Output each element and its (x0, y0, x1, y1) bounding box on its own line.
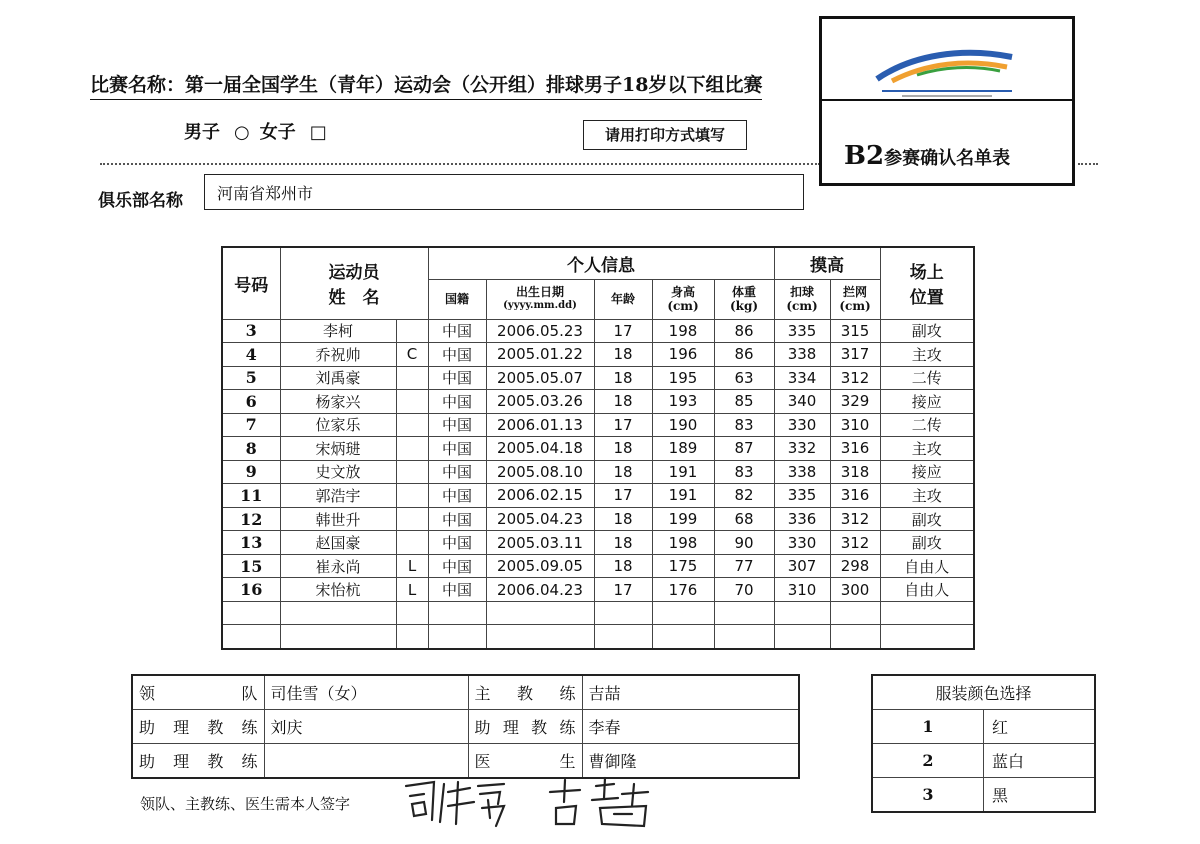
table-row (222, 390, 974, 414)
player-age[interactable]: 18 (594, 343, 652, 367)
col-block-unit: (cm) (839, 299, 871, 313)
player-block-reach[interactable]: 317 (830, 343, 880, 367)
player-position[interactable]: 自由人 (880, 578, 974, 602)
player-nationality[interactable] (428, 625, 486, 649)
player-position[interactable]: 二传 (880, 413, 974, 437)
table-row (222, 319, 974, 343)
head-coach-label: 主教练 (468, 675, 582, 710)
form-title (844, 141, 1010, 171)
player-role[interactable] (396, 625, 428, 649)
uniform-option-number: 3 (872, 778, 984, 813)
col-nationality-header: 国籍 (428, 279, 486, 319)
player-spike-reach[interactable]: 336 (774, 507, 830, 531)
col-weight-header (714, 279, 774, 319)
print-hint-box: 请用打印方式填写 (583, 120, 747, 150)
uniform-color-table (871, 674, 1096, 813)
col-age-header: 年龄 (594, 279, 652, 319)
player-height[interactable]: 176 (652, 578, 714, 602)
player-spike-reach[interactable]: 335 (774, 319, 830, 343)
table-row (222, 413, 974, 437)
player-age[interactable]: 18 (594, 531, 652, 555)
player-age[interactable]: 17 (594, 484, 652, 508)
player-role[interactable] (396, 484, 428, 508)
gender-male-label: 男子 (184, 122, 220, 143)
col-height-unit: (cm) (667, 299, 699, 313)
player-birthdate[interactable]: 2005.05.07 (486, 366, 594, 390)
player-height[interactable]: 195 (652, 366, 714, 390)
player-weight[interactable]: 86 (714, 343, 774, 367)
player-birthdate[interactable]: 2005.01.22 (486, 343, 594, 367)
player-birthdate[interactable]: 2006.05.23 (486, 319, 594, 343)
player-weight[interactable]: 83 (714, 413, 774, 437)
player-role[interactable] (396, 319, 428, 343)
col-height-header (652, 279, 714, 319)
player-block-reach[interactable]: 316 (830, 437, 880, 461)
player-birthdate[interactable]: 2005.09.05 (486, 554, 594, 578)
gender-selector (184, 118, 337, 144)
leader-label: 领队 (132, 675, 264, 710)
col-personal-info-header: 个人信息 (428, 247, 774, 279)
player-birthdate[interactable]: 2006.01.13 (486, 413, 594, 437)
player-nationality[interactable]: 中国 (428, 390, 486, 414)
player-name[interactable]: 郭浩宇 (280, 484, 396, 508)
col-spike-header (774, 279, 830, 319)
player-weight[interactable]: 68 (714, 507, 774, 531)
player-weight[interactable]: 87 (714, 437, 774, 461)
player-block-reach[interactable]: 318 (830, 460, 880, 484)
table-row (222, 578, 974, 602)
table-row (222, 507, 974, 531)
doctor-field[interactable]: 曹御隆 (582, 744, 799, 779)
doctor-label: 医生 (468, 744, 582, 779)
col-position-line1: 场上 (909, 263, 944, 284)
player-position[interactable]: 副攻 (880, 319, 974, 343)
uniform-option-color[interactable]: 黑 (984, 778, 1096, 813)
player-weight[interactable]: 83 (714, 460, 774, 484)
player-height[interactable]: 199 (652, 507, 714, 531)
player-weight[interactable] (714, 625, 774, 649)
player-role[interactable] (396, 413, 428, 437)
player-role[interactable] (396, 601, 428, 625)
competition-label: 比赛名称： (90, 74, 186, 96)
player-age[interactable]: 18 (594, 460, 652, 484)
gender-female-label: 女子 (259, 122, 296, 143)
player-birthdate[interactable]: 2005.08.10 (486, 460, 594, 484)
signature-note: 领队、主教练、医生需本人签字 (140, 795, 351, 813)
player-spike-reach[interactable] (774, 601, 830, 625)
player-role[interactable] (396, 531, 428, 555)
player-position[interactable]: 副攻 (880, 507, 974, 531)
player-age[interactable]: 18 (594, 437, 652, 461)
player-spike-reach[interactable]: 334 (774, 366, 830, 390)
player-spike-reach[interactable]: 330 (774, 413, 830, 437)
player-position[interactable]: 二传 (880, 366, 974, 390)
col-block-label: 拦网 (843, 285, 868, 299)
player-weight[interactable] (714, 601, 774, 625)
divider-dotted-right (1078, 163, 1098, 165)
player-role[interactable]: L (396, 578, 428, 602)
col-athlete-line2: 姓 名 (328, 288, 380, 309)
col-birthdate-format: (yyyy.mm.dd) (503, 300, 577, 311)
player-height[interactable]: 191 (652, 484, 714, 508)
assistant-coach-2-field[interactable]: 李春 (582, 710, 799, 744)
player-age[interactable]: 17 (594, 319, 652, 343)
player-nationality[interactable]: 中国 (428, 460, 486, 484)
player-position[interactable]: 主攻 (880, 484, 974, 508)
player-age[interactable] (594, 601, 652, 625)
head-coach-field[interactable]: 吉喆 (582, 675, 799, 710)
leader-field[interactable]: 司佳雪（女） (264, 675, 468, 710)
assistant-coach-1-label: 助理教练 (132, 710, 264, 744)
player-weight[interactable]: 86 (714, 319, 774, 343)
player-number[interactable]: 16 (222, 578, 280, 602)
player-name[interactable]: 史文放 (280, 460, 396, 484)
col-reach-header: 摸高 (774, 247, 880, 279)
player-name[interactable]: 李柯 (280, 319, 396, 343)
player-number[interactable]: 5 (222, 366, 280, 390)
player-nationality[interactable]: 中国 (428, 578, 486, 602)
player-block-reach[interactable]: 312 (830, 531, 880, 555)
player-weight[interactable]: 70 (714, 578, 774, 602)
player-spike-reach[interactable]: 332 (774, 437, 830, 461)
roster-table (221, 246, 975, 650)
player-nationality[interactable]: 中国 (428, 531, 486, 555)
uniform-option-color[interactable]: 红 (984, 710, 1096, 744)
player-number[interactable]: 4 (222, 343, 280, 367)
divider-dotted (100, 163, 820, 165)
player-height[interactable]: 198 (652, 531, 714, 555)
col-athlete-header (280, 247, 428, 319)
player-spike-reach[interactable]: 338 (774, 343, 830, 367)
player-block-reach[interactable]: 312 (830, 507, 880, 531)
player-block-reach[interactable]: 300 (830, 578, 880, 602)
table-row (222, 460, 974, 484)
player-number[interactable]: 11 (222, 484, 280, 508)
player-position[interactable]: 接应 (880, 390, 974, 414)
player-height[interactable]: 189 (652, 437, 714, 461)
player-role[interactable]: C (396, 343, 428, 367)
player-block-reach[interactable] (830, 601, 880, 625)
player-spike-reach[interactable]: 338 (774, 460, 830, 484)
player-spike-reach[interactable]: 340 (774, 390, 830, 414)
uniform-option-number: 2 (872, 744, 984, 778)
player-height[interactable]: 198 (652, 319, 714, 343)
col-athlete-line1: 运动员 (328, 263, 380, 284)
player-name[interactable]: 赵国豪 (280, 531, 396, 555)
table-row (222, 531, 974, 555)
player-number[interactable] (222, 601, 280, 625)
uniform-option-number: 1 (872, 710, 984, 744)
competition-name: 第一届全国学生（青年）运动会（公开组）排球男子18岁以下组比赛 (185, 74, 763, 96)
player-role[interactable] (396, 437, 428, 461)
player-name[interactable] (280, 601, 396, 625)
player-number[interactable]: 8 (222, 437, 280, 461)
form-title-text: 参赛确认名单表 (884, 148, 1011, 169)
player-height[interactable] (652, 625, 714, 649)
player-name[interactable]: 杨家兴 (280, 390, 396, 414)
player-nationality[interactable]: 中国 (428, 366, 486, 390)
player-nationality[interactable]: 中国 (428, 413, 486, 437)
col-weight-label: 体重 (732, 285, 757, 299)
player-role[interactable] (396, 507, 428, 531)
player-spike-reach[interactable]: 335 (774, 484, 830, 508)
player-weight[interactable]: 85 (714, 390, 774, 414)
player-block-reach[interactable]: 315 (830, 319, 880, 343)
col-spike-label: 扣球 (790, 285, 815, 299)
player-height[interactable]: 191 (652, 460, 714, 484)
table-row (222, 601, 974, 625)
handwritten-signature (400, 772, 660, 832)
col-height-label: 身高 (670, 285, 695, 299)
player-weight[interactable]: 90 (714, 531, 774, 555)
col-weight-unit: (kg) (729, 299, 759, 313)
player-age[interactable]: 18 (594, 366, 652, 390)
uniform-color-title: 服装颜色选择 (872, 675, 1095, 710)
table-row (222, 625, 974, 649)
player-position[interactable]: 自由人 (880, 554, 974, 578)
player-nationality[interactable] (428, 601, 486, 625)
player-name[interactable]: 乔祝帅 (280, 343, 396, 367)
club-name-field[interactable]: 河南省郑州市 (204, 174, 804, 210)
player-name[interactable]: 宋炳琎 (280, 437, 396, 461)
assistant-coach-3-label: 助理教练 (132, 744, 264, 779)
col-birthdate-label: 出生日期 (515, 285, 564, 299)
player-spike-reach[interactable]: 307 (774, 554, 830, 578)
player-position[interactable] (880, 601, 974, 625)
player-block-reach[interactable]: 316 (830, 484, 880, 508)
player-name[interactable]: 宋怡杭 (280, 578, 396, 602)
staff-table (131, 674, 800, 779)
player-role[interactable]: L (396, 554, 428, 578)
player-nationality[interactable]: 中国 (428, 484, 486, 508)
player-name[interactable]: 崔永尚 (280, 554, 396, 578)
player-height[interactable]: 190 (652, 413, 714, 437)
form-code: B2 (844, 141, 885, 171)
player-block-reach[interactable]: 329 (830, 390, 880, 414)
player-height[interactable]: 196 (652, 343, 714, 367)
player-age[interactable]: 18 (594, 390, 652, 414)
player-birthdate[interactable]: 2006.04.23 (486, 578, 594, 602)
player-name[interactable]: 位家乐 (280, 413, 396, 437)
player-block-reach[interactable] (830, 625, 880, 649)
player-nationality[interactable]: 中国 (428, 554, 486, 578)
table-row (222, 343, 974, 367)
player-number[interactable]: 7 (222, 413, 280, 437)
assistant-coach-2-label: 助理教练 (468, 710, 582, 744)
player-age[interactable]: 18 (594, 507, 652, 531)
gender-female-checkbox[interactable]: □ (309, 122, 327, 143)
uniform-option-color[interactable]: 蓝白 (984, 744, 1096, 778)
player-weight[interactable]: 77 (714, 554, 774, 578)
player-role[interactable] (396, 460, 428, 484)
player-number[interactable]: 6 (222, 390, 280, 414)
player-position[interactable]: 接应 (880, 460, 974, 484)
col-spike-unit: (cm) (786, 299, 818, 313)
player-spike-reach[interactable]: 330 (774, 531, 830, 555)
player-birthdate[interactable]: 2005.04.18 (486, 437, 594, 461)
player-birthdate[interactable] (486, 625, 594, 649)
player-weight[interactable]: 82 (714, 484, 774, 508)
player-birthdate[interactable]: 2005.03.11 (486, 531, 594, 555)
player-block-reach[interactable]: 310 (830, 413, 880, 437)
player-birthdate[interactable]: 2005.04.23 (486, 507, 594, 531)
player-age[interactable] (594, 625, 652, 649)
roster-body (222, 319, 974, 649)
player-nationality[interactable]: 中国 (428, 507, 486, 531)
player-block-reach[interactable]: 298 (830, 554, 880, 578)
player-position[interactable] (880, 625, 974, 649)
player-position[interactable]: 主攻 (880, 343, 974, 367)
player-spike-reach[interactable] (774, 625, 830, 649)
player-age[interactable]: 17 (594, 578, 652, 602)
club-label: 俱乐部名称 (98, 191, 183, 211)
col-birthdate-header (486, 279, 594, 319)
col-block-header (830, 279, 880, 319)
player-height[interactable]: 193 (652, 390, 714, 414)
logo-divider (822, 99, 1072, 101)
table-row (222, 366, 974, 390)
player-number[interactable]: 9 (222, 460, 280, 484)
col-position-line2: 位置 (909, 288, 944, 309)
games-logo-icon (872, 41, 1022, 99)
player-age[interactable]: 17 (594, 413, 652, 437)
assistant-coach-1-field[interactable]: 刘庆 (264, 710, 468, 744)
table-row (222, 554, 974, 578)
competition-title (90, 70, 762, 100)
col-position-header (880, 247, 974, 319)
player-role[interactable] (396, 366, 428, 390)
player-name[interactable] (280, 625, 396, 649)
player-birthdate[interactable]: 2006.02.15 (486, 484, 594, 508)
player-nationality[interactable]: 中国 (428, 319, 486, 343)
player-height[interactable] (652, 601, 714, 625)
player-number[interactable]: 3 (222, 319, 280, 343)
player-block-reach[interactable]: 312 (830, 366, 880, 390)
player-height[interactable]: 175 (652, 554, 714, 578)
table-row (222, 484, 974, 508)
player-nationality[interactable]: 中国 (428, 437, 486, 461)
gender-male-checkbox[interactable]: ○ (234, 122, 250, 143)
player-position[interactable]: 主攻 (880, 437, 974, 461)
player-number[interactable] (222, 625, 280, 649)
table-row (222, 437, 974, 461)
player-nationality[interactable]: 中国 (428, 343, 486, 367)
player-number[interactable]: 15 (222, 554, 280, 578)
player-number[interactable]: 13 (222, 531, 280, 555)
player-name[interactable]: 刘禹豪 (280, 366, 396, 390)
player-position[interactable]: 副攻 (880, 531, 974, 555)
player-age[interactable]: 18 (594, 554, 652, 578)
player-weight[interactable]: 63 (714, 366, 774, 390)
player-name[interactable]: 韩世升 (280, 507, 396, 531)
col-number-header: 号码 (222, 247, 280, 319)
form-id-box (819, 16, 1075, 186)
player-birthdate[interactable] (486, 601, 594, 625)
player-birthdate[interactable]: 2005.03.26 (486, 390, 594, 414)
player-number[interactable]: 12 (222, 507, 280, 531)
player-role[interactable] (396, 390, 428, 414)
player-spike-reach[interactable]: 310 (774, 578, 830, 602)
